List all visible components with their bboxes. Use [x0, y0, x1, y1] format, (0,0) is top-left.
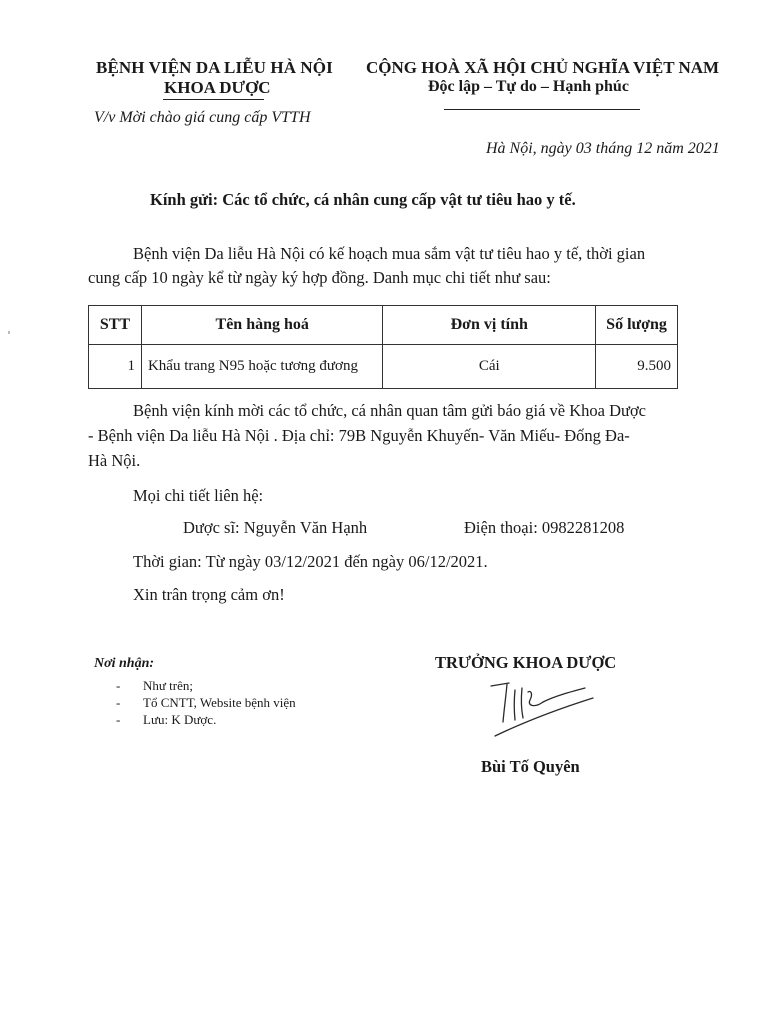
cell-unit: Cái — [383, 345, 596, 389]
nation-title: CỘNG HOÀ XÃ HỘI CHỦ NGHĨA VIỆT NAM — [366, 58, 720, 77]
time-period: Thời gian: Từ ngày 03/12/2021 đến ngày 06/12/2021. — [133, 552, 488, 571]
intro-line-1: Bệnh viện Da liễu Hà Nội có kế hoạch mua sắm vật tư tiêu hao y tế, thời gian — [133, 244, 646, 263]
recipient-item — [116, 711, 296, 728]
department-underline — [163, 99, 264, 100]
organization-name: BỆNH VIỆN DA LIỄU HÀ NỘI — [96, 58, 333, 77]
table-row — [89, 345, 678, 389]
intro-line-2: cung cấp 10 ngày kể từ ngày ký hợp đồng. Danh mục chi tiết như sau: — [88, 268, 551, 287]
recipient-label: Tổ CNTT, Website bệnh viện — [143, 695, 296, 710]
bullet-dash: - — [116, 712, 121, 727]
invitation-line-3: Hà Nội. — [88, 451, 141, 470]
contact-heading: Mọi chi tiết liên hệ: — [133, 486, 264, 505]
contact-pharmacist: Dược sĩ: Nguyễn Văn Hạnh — [183, 518, 368, 537]
handwritten-signature-icon — [485, 678, 595, 738]
table-header-row — [89, 306, 678, 345]
subject-line: V/v Mời chào giá cung cấp VTTH — [94, 109, 311, 126]
recipient-label: Như trên; — [143, 678, 194, 693]
recipients-title: Nơi nhận: — [94, 656, 155, 671]
header-unit: Đơn vị tính — [383, 306, 596, 345]
motto-underline — [444, 109, 640, 110]
recipient-item — [116, 694, 296, 711]
recipient-item — [116, 677, 296, 694]
signatory-title: TRƯỞNG KHOA DƯỢC — [435, 653, 617, 672]
cell-stt: 1 — [89, 345, 142, 389]
items-table — [88, 305, 678, 389]
recipient-label: Lưu: K Dược. — [143, 712, 217, 727]
recipients-list — [116, 677, 296, 728]
greeting: Kính gửi: Các tổ chức, cá nhân cung cấp vật tư tiêu hao y tế. — [150, 190, 576, 209]
national-motto: Độc lập – Tự do – Hạnh phúc — [428, 78, 629, 95]
department-name: KHOA DƯỢC — [164, 78, 271, 97]
closing-thanks: Xin trân trọng cảm ơn! — [133, 585, 285, 604]
cell-item-name: Khẩu trang N95 hoặc tương đương — [141, 345, 383, 389]
bullet-dash: - — [116, 695, 121, 710]
cell-quantity: 9.500 — [596, 345, 678, 389]
signer-name: Bùi Tố Quyên — [481, 757, 580, 776]
scan-speck — [8, 331, 10, 334]
invitation-line-1: Bệnh viện kính mời các tổ chức, cá nhân quan tâm gửi báo giá về Khoa Dược — [133, 401, 646, 420]
date-line: Hà Nội, ngày 03 tháng 12 năm 2021 — [486, 140, 720, 157]
bullet-dash: - — [116, 678, 121, 693]
header-stt: STT — [89, 306, 142, 345]
invitation-line-2: - Bệnh viện Da liễu Hà Nội . Địa chỉ: 79B Nguyễn Khuyến- Văn Miếu- Đống Đa- — [88, 426, 630, 445]
header-quantity: Số lượng — [596, 306, 678, 345]
contact-phone: Điện thoại: 0982281208 — [464, 518, 625, 537]
header-item-name: Tên hàng hoá — [141, 306, 383, 345]
